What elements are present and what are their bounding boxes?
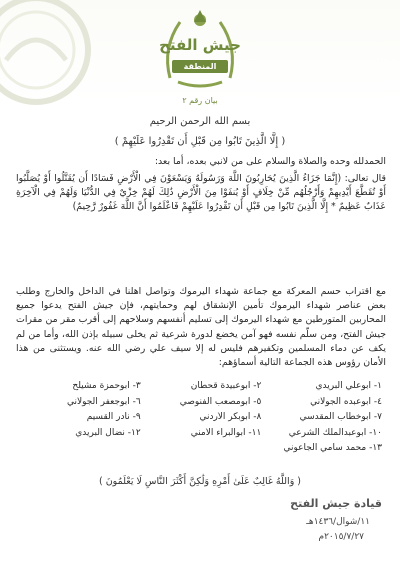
list-item: ٤- ابوعبده الجولاني [310,396,382,407]
list-item: ١- ابوعلي البريدي [315,381,382,391]
signature-leadership: قيادة جيش الفتح [290,497,382,510]
watermark-emblem-icon [0,0,96,110]
date-gregorian: ٢٠١٥/٧/٢٧م [318,532,364,542]
paragraph-announcement: مع اقتراب حسم المعركة مع جماعة شهداء اليرموك وتواصل اهلنا في الداخل والخارج وطلب بعض عناصر شهداء اليرموك تأمين الإنشقاق لهم وحمايتهم، فإن جيش الفتح يدعوا جميع المحاربين المتورطين مع شهداء اليرموك إلى تسليم أنفسهم وسلاحهم إلى أقرب مقر من مقرات جيش الفتح، ومن سلّم نفسه فهو آمن يخضع لدورة شرعية ثم يخلى سبيله بإذن الله، وأما من لم يكف عن دماء المسلمين وتكفيرهم فليس له إلا سيف علي رضي الله عنه. ويستثنى من هذا الأمان رؤوس هذه الجماعة التالية أسماؤهم: [16,286,386,369]
list-item: ١٢- نضال البريدي [75,427,141,438]
paragraph-verse: قال تعالى: (إِنَّمَا جَزَاءُ الَّذِينَ يُحَارِبُونَ اللَّهَ وَرَسُولَهُ وَيَسْعَوْنَ فِي الْأَرْضِ فَسَادًا أَن يُقَتَّلُوا أَوْ يُصَلَّبُوا أَوْ تُقَطَّعَ أَيْدِيهِمْ وَأَرْجُلُهُم مِّنْ خِلَافٍ أَوْ يُنفَوْا مِنَ الْأَرْضِ ذَٰلِكَ لَهُمْ خِزْيٌ فِي الدُّنْيَا وَلَهُمْ فِي الْآخِرَةِ عَذَابٌ عَظِيمٌ * إِلَّا الَّذِينَ تَابُوا مِن قَبْلِ أَن تَقْدِرُوا عَلَيْهِمْ فَاعْلَمُوا أَنَّ اللَّهَ غَفُورٌ رَّحِيمٌ) [16,173,386,213]
list-item: ٢- أبوعبيدة قحطان [190,381,262,391]
list-item: ١١- ابوالبراء الأمني [190,427,262,438]
date-hijri: ١١/شوال/١٤٣٦هـ [306,517,370,527]
closing-verse: ( وَاللَّهُ غَالِبٌ عَلَىٰ أَمْرِهِ وَلَٰكِنَّ أَكْثَرَ النَّاسِ لَا يَعْلَمُونَ ) [98,476,302,487]
army-logo [158,8,242,90]
list-item: ٦- ابوجعفر الجولاني [66,396,141,407]
statement-number: بيان رقم ٢ [182,96,218,105]
excluded-names-list [20,381,382,459]
list-item: ١٠- ابوعبدالملك الشرعي [288,427,382,438]
paragraph-opening: الحمدلله وحده والصلاة والسلام على من لانبي بعده، أما بعد: [154,156,386,167]
logo-region: المنطقة الجنوبية [172,60,228,73]
logo-title: جيش الفتح [159,36,241,54]
list-item: ٨- ابوبكر الأردني [199,412,262,422]
basmala: بسم الله الرحمن الرحيم [149,116,251,127]
list-item: ٣- ابوحمزة مشيلح [72,381,141,391]
list-item: ٥- ابومصعب الفنوصي [179,396,262,407]
list-item: ٩- نادر القسيم [86,412,141,422]
list-item: ١٣- محمد سامي الجاعوني [283,443,382,453]
verse-title: ( إِلَّا الَّذِينَ تَابُوا مِن قَبْلِ أَن تَقْدِرُوا عَلَيْهِمْ ) [114,136,286,147]
list-item: ٧- ابوخطاب المقدسي [299,412,382,422]
